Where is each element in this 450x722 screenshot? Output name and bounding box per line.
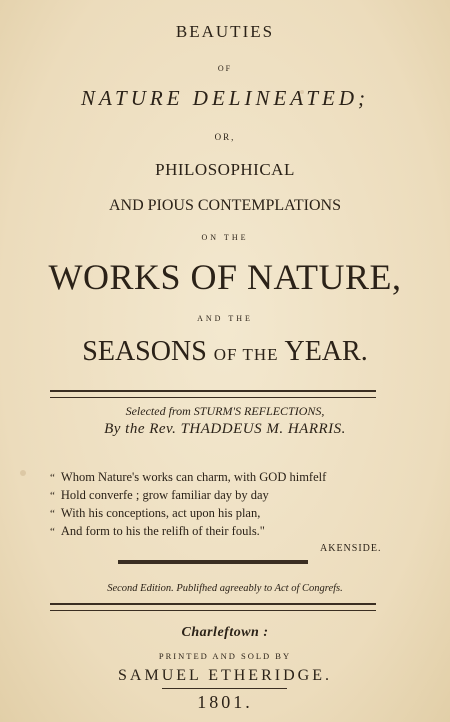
author-line: By the Rev. THADDEUS M. HARRIS. bbox=[104, 421, 346, 437]
title-seasons: SEASONS bbox=[82, 336, 207, 367]
title-beauties: BEAUTIES bbox=[175, 22, 275, 41]
title-and-the: AND THE bbox=[197, 314, 253, 323]
quote-line: “ And form to his the relifh of their fouls." bbox=[50, 524, 265, 538]
thick-rule bbox=[118, 560, 308, 564]
quote-line: “ Hold converfe ; grow familiar day by day bbox=[50, 488, 269, 502]
title-nature-delineated: NATURE DELINEATED; bbox=[80, 86, 370, 110]
printer-name: SAMUEL ETHERIDGE. bbox=[118, 667, 332, 684]
title-seasons-line bbox=[0, 336, 450, 368]
year-printed: 1801. bbox=[197, 692, 253, 712]
place-of-publication: Charleftown : bbox=[181, 625, 269, 640]
double-rule bbox=[50, 390, 376, 398]
title-of: OF bbox=[217, 64, 233, 73]
title-works-of-nature: WORKS OF NATURE, bbox=[48, 257, 402, 297]
short-rule bbox=[162, 688, 287, 689]
quote-line: “ Whom Nature's works can charm, with GOD himfelf bbox=[50, 470, 327, 484]
quote-line: “ With his conceptions, act upon his plan, bbox=[50, 506, 261, 520]
printed-and-sold-by: PRINTED AND SOLD BY bbox=[158, 651, 292, 661]
edition-notice: Second Edition. Publifhed agreeably to Act of Congrefs. bbox=[107, 583, 343, 594]
quote-attribution: AKENSIDE. bbox=[320, 543, 382, 554]
title-of-the: OF THE bbox=[213, 345, 279, 364]
foxing-spot bbox=[20, 470, 26, 476]
title-year: YEAR. bbox=[284, 336, 368, 367]
title-philosophical: PHILOSOPHICAL bbox=[155, 160, 295, 179]
title-on-the: ON THE bbox=[201, 233, 249, 242]
title-pious-contemplations: AND PIOUS CONTEMPLATIONS bbox=[108, 197, 341, 214]
double-rule bbox=[50, 603, 376, 611]
selected-from: Selected from STURM'S REFLECTIONS, bbox=[125, 404, 325, 418]
title-or: OR, bbox=[214, 132, 236, 142]
